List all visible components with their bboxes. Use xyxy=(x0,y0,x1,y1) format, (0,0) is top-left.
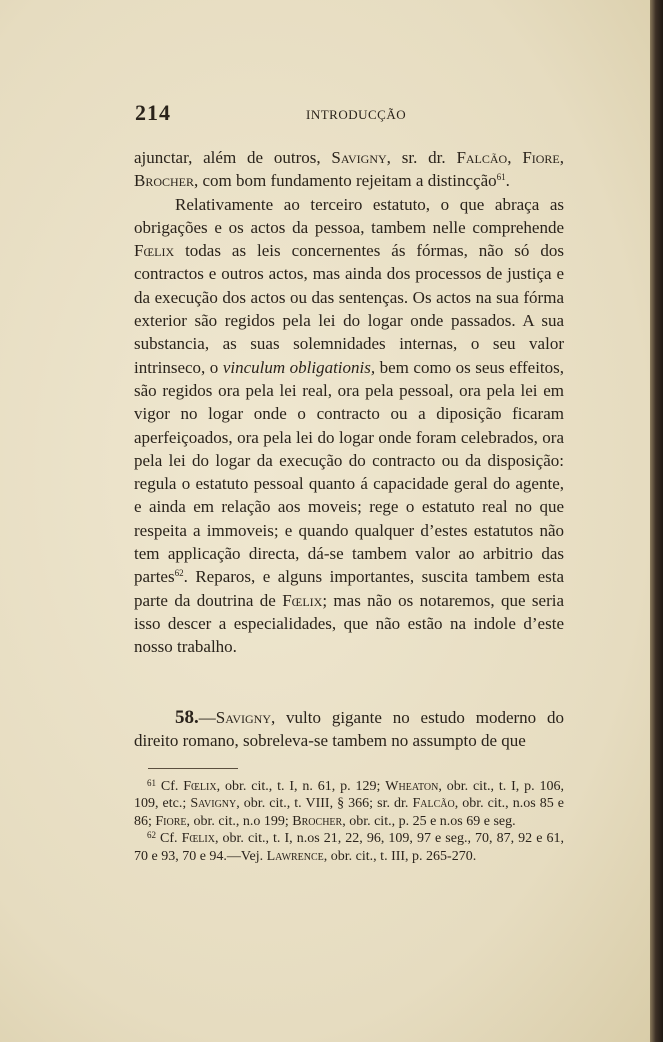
section-58: 58.—Savigny, vulto gigante no estudo moderno do direito romano, sobreleva-se tambem no assumpto de que xyxy=(134,707,564,751)
footnote-ref-61: 61 xyxy=(496,172,506,183)
paragraph-third-statute: Relativamente ao terceiro estatuto, o que abraça as obrigações e os actos da pessoa, tambem nelle comprehende Fœlix todas as leis concernentes ás fórmas, não só dos contractos e outros actos, mas ainda dos processos de justiça e da execução dos actos ou das sentenças. Os actos na sua fórma exterior são regidos pela lei do logar onde passados. A sua substancia, as suas solemnidades internas, o seu valor intrinseco, o vinculum obligationis, bem como os seus effeitos, são regidos ora pela lei real, ora pela pessoal, ora pela lei em vigor no logar onde o contracto ou a diposição ficaram aperfeiçoados, ora pela lei do logar onde foram celebrados, ora pela lei do logar da execução do contracto ou da disposição: regula o estatuto pessoal quanto á capacidade geral do agente, e ainda em relação aos moveis; rege o estatuto real no que respeita a immoveis; e quando qualquer d’estes estatutos não tem applicação directa, dá-se tambem valor ao arbitrio das partes$^{62}$. Reparos, e alguns importantes, suscita tambem esta parte da doutrina de Fœlix; mas não os notaremos, que seria isso descer a especialidades, que não estão na indole d’este nosso trabalho. xyxy=(134,194,565,657)
footnote-61: $^{61}$ Cf. Fœlix, obr. cit., t. I, n. 61, p. 129; Wheaton, obr. cit., t. I, p. 106, 109, etc.; Savigny, obr. cit., t. VIII, § 366; sr. dr. Falcão, obr. cit., n.os 85 e 86; Fiore, obr. cit., n.o 199; Brocher, obr. cit., p. 25 e n.os 69 e seg. xyxy=(134,778,565,829)
main-text xyxy=(134,146,564,659)
footnote-62: $^{62}$ Cf. Fœlix, obr. cit., t. I, n.os 21, 22, 96, 109, 97 e seg., 70, 87, 92 e 61, 70 e 93, 70 e 94.—Vej. Lawrence, obr. cit., t. III, p. 265-270. xyxy=(134,830,564,864)
footnote-ref-62: 62 xyxy=(174,568,184,579)
running-title: INTRODUCÇÃO xyxy=(306,107,407,122)
book-gutter xyxy=(650,0,663,1042)
page-number: 214 xyxy=(135,100,171,125)
paragraph-continuation: ajunctar, além de outros, Savigny, sr. dr. Falcão, Fiore, Brocher, com bom fundamento rejeitam a distincção$^{61}$. xyxy=(134,148,565,191)
footnote-rule xyxy=(148,768,238,769)
section-number: 58. xyxy=(175,707,199,728)
footnotes xyxy=(134,778,564,865)
